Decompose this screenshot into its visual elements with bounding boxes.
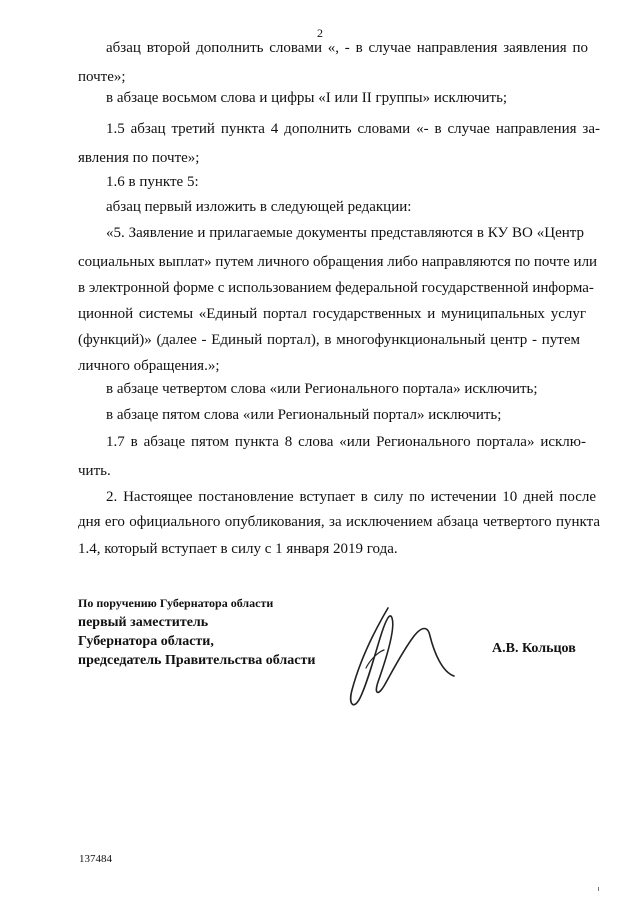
body-line: 1.6 в пункте 5: <box>106 174 199 190</box>
body-line: 2. Настоящее постановление вступает в силу по истечении 10 дней после <box>106 489 596 505</box>
signatory-authority-line: По поручению Губернатора области <box>78 596 274 610</box>
body-line: в электронной форме с использованием федеральной государственной информа- <box>78 280 594 296</box>
body-line: дня его официального опубликования, за исключением абзаца четвертого пункта <box>78 514 600 530</box>
document-id: 137484 <box>79 853 112 865</box>
body-line: 1.4, который вступает в силу с 1 января 2019 года. <box>78 541 398 557</box>
body-line: ционной системы «Единый портал государственных и муниципальных услуг <box>78 306 586 322</box>
body-line: в абзаце восьмом слова и цифры «I или II группы» исключить; <box>106 90 508 106</box>
signatory-position-line: Губернатора области, <box>78 634 214 649</box>
handwritten-signature <box>330 590 470 725</box>
body-line: социальных выплат» путем личного обращения либо направляются по почте или <box>78 254 598 270</box>
body-line: в абзаце пятом слова «или Региональный портал» исключить; <box>106 407 502 423</box>
body-line: 1.7 в абзаце пятом пункта 8 слова «или Регионального портала» исклю- <box>106 434 586 450</box>
signatory-name: А.В. Кольцов <box>492 641 576 656</box>
body-line: явления по почте»; <box>78 150 200 166</box>
body-line: почте»; <box>78 69 126 85</box>
body-line: чить. <box>78 463 111 479</box>
body-line: абзац первый изложить в следующей редакции: <box>106 199 412 215</box>
body-line: абзац второй дополнить словами «, - в случае направления заявления по <box>106 40 588 56</box>
body-line: в абзаце четвертом слова «или Регионального портала» исключить; <box>106 381 538 397</box>
signatory-position-line: председатель Правительства области <box>78 653 316 668</box>
body-line: 1.5 абзац третий пункта 4 дополнить словами «- в случае направления за- <box>106 121 600 137</box>
page-number: 2 <box>317 26 323 40</box>
signature-title-block <box>78 594 315 670</box>
body-line: (функций)» (далее - Единый портал), в многофункциональный центр - путем <box>78 332 580 348</box>
scan-mark <box>598 887 599 891</box>
body-line: «5. Заявление и прилагаемые документы представляются в КУ ВО «Центр <box>106 225 584 241</box>
signatory-position-line: первый заместитель <box>78 615 209 630</box>
body-line: личного обращения.»; <box>78 358 220 374</box>
